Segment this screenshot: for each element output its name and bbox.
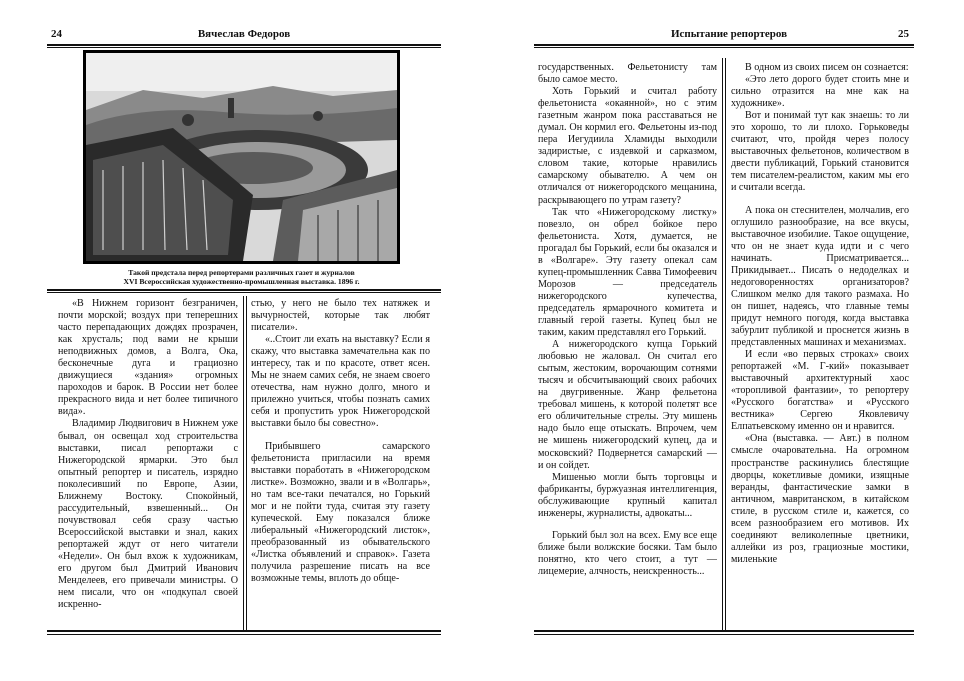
paragraph: Мишенью могли быть торговцы и фабриканты, буржуазная интеллигенция, обслуживающие крупный капитал инженеры, журналисты, адвокаты... bbox=[538, 471, 717, 519]
header-rule bbox=[534, 44, 914, 46]
paragraph: Владимир Людвигович в Нижнем уже бывал, он освещал ход строительства выставки, писал репортажи с Нижегородской ярмарки. Это был опытный репортер и писатель, изрядно поколесивший по Европе, Азии, Ближнему Востоку. Спокойный, рассудительный, взвешенный... Он почувствовал себя сразу частью Всероссийской выставки и знал, каких репортажей ждут от него читатели «Недели». Он был вхож к художникам, его другом был Дмитрий Иванович Менделеев, его привечали министры. О нем писали, что он «подкупал своей искренно- bbox=[58, 418, 238, 611]
header-rule bbox=[47, 44, 441, 46]
paragraph: «Это лето дорого будет стоить мне и сильно отразится на мне как на художнике». bbox=[731, 74, 909, 110]
column-divider-thin bbox=[246, 296, 247, 630]
paragraph: В одном из своих писем он сознается: bbox=[745, 62, 909, 73]
paragraph: Хоть Горький и считал работу фельетониста «окаянной», но с этим газетным жанром пока расставаться не думал. Он кормил его. Фельетоны из-под пера Иегудиила Хламиды выходили задиристые, с издевкой и сарказмом, словом такие, которые нравились самарскому обывателю. А чем он отличался от нижегородского мещанина, раскрывающего по утрам газету? bbox=[538, 86, 717, 206]
paragraph: стью, у него не было тех натяжек и вычурностей, которые так любят писатели». bbox=[251, 298, 430, 334]
right-page bbox=[482, 0, 964, 681]
paragraph: А пока он стеснителен, молчалив, его оглушило разнообразие, на все вкусы, выставочное изобилие. Такое ощущение, что он не знает куда идти и с чего начинать. Присматривается... Прикидывает... Писать о недоделках и недоговоренностях организаторов? Слишком мелко для такого размаха. Но он пишет, надеясь, что главные темы придут немного погодя, когда выставка забурлит публикой и проснется жизнь в представленных машинах и механизмах. bbox=[731, 204, 909, 349]
footer-rule bbox=[47, 630, 441, 632]
paragraph: А нижегородского купца Горький любовью не жаловал. Он считал его сытым, жестоким, ворочающим сотнями тысяч и обсчитывающий своих рабочих на двугривенные. Жанр фельетона требовал мишень, к которой полетят все его обличительные стрелы. Эту мишень надо было еще отыскать. Впрочем, чем не мишень нижегородский купец, да и московский? Подвернется самарский — и он сойдет. bbox=[538, 339, 717, 471]
section-rule bbox=[47, 289, 441, 291]
paragraph: государственных. Фельетонисту там было самое место. bbox=[538, 62, 717, 86]
header-rule-thin bbox=[47, 47, 441, 48]
running-header bbox=[47, 27, 441, 41]
right-column-1 bbox=[538, 62, 717, 626]
footer-rule-thin bbox=[47, 634, 441, 635]
left-column-1 bbox=[58, 298, 238, 626]
caption-line-2: XVI Всероссийская художественно-промышленная выставка. 1896 г. bbox=[123, 277, 360, 286]
header-rule-thin bbox=[534, 47, 914, 48]
paragraph: Горький был зол на всех. Ему все еще ближе были волжские босяки. Там было понятно, кто чего стоит, а тут — лицемерие, алчность, неискренность... bbox=[538, 529, 717, 577]
exhibition-photo bbox=[83, 50, 400, 264]
paragraph: И если «во первых строках» своих репортажей «М. Г-кий» показывает выставочный архитектурный хаос «торопливой фантазии», то репортеру «Русского богатства» и «Русского вестника» Сергею Яковлевичу Елпатьевскому именно он и нравится. bbox=[731, 349, 909, 433]
caption-line-1: Такой предстала перед репортерами различных газет и журналов bbox=[128, 268, 355, 277]
running-head: Вячеслав Федоров bbox=[197, 28, 291, 40]
column-divider bbox=[243, 296, 244, 630]
paragraph: «Она (выставка. — Авт.) в полном смысле очаровательна. На огромном пространстве раскинулись блестящие дворцы, кокетливые домики, изящные веранды, фантастические замки в античном, мавританском, в китайском стиле, в русском стиле и, кажется, со всем разнообразием его мотивов. Их соединяют великолепные цветники, аллейки из роз, грациозные мостики, миленькие bbox=[731, 433, 909, 565]
running-head: Испытание репортеров bbox=[670, 28, 788, 40]
paragraph: Вот и понимай тут как знаешь: то ли это хорошо, то ли плохо. Горьковеды считают, что, пройдя через полосу выставочных фельетонов, количеством в двести публикаций, Горький становится тем писателем-реалистом, каким мы его и считали всегда. bbox=[731, 110, 909, 194]
section-rule-thin bbox=[47, 292, 441, 293]
photo-caption bbox=[83, 268, 400, 286]
column-divider bbox=[722, 58, 723, 630]
page-number: 25 bbox=[898, 28, 909, 40]
paragraph: Прибывшего самарского фельетониста пригласили на время выставки поработать в «Нижегородском листке». Возможно, звали и в «Волгарь», но там все-таки печатался, но Горький мог и не пойти туда, считая эту газету купеческой. Ему показался ближе либеральный «Нижегородский листок», преобразованный из обывательского «Листка объявлений и справок». Газета получила разрешение писать на все возможные темы, вплоть до обще- bbox=[251, 440, 430, 585]
running-header bbox=[534, 27, 914, 41]
left-column-2 bbox=[251, 298, 430, 626]
page-number: 24 bbox=[51, 28, 62, 40]
footer-rule bbox=[534, 630, 914, 632]
paragraph: «..Стоит ли ехать на выставку? Если я скажу, что выставка замечательна как по интересу, так и по красоте, ответ ясен. Мы не знаем самих себя, не знаем своего отечества, нам нужно долго, много и прилежно учиться, чтобы познать самих себя и пропустить урок Нижегородской выставки было бы совестно». bbox=[251, 334, 430, 430]
column-divider-thin bbox=[725, 58, 726, 630]
exhibition-photo-image bbox=[83, 50, 400, 264]
paragraph: «В Нижнем горизонт безграничен, почти морской; воздух при теперешних часто перепадающих дождях прозрачен, как хрусталь; под вами не крыши неподвижных домов, а Волга, Ока, бесконечные дуга и грациозно движущиеся «здания» огромных пароходов и барок. В России нет более прекрасного вида и нет более типичного вида». bbox=[58, 298, 238, 418]
paragraph: Так что «Нижегородскому листку» повезло, он обрел бойкое перо фельетониста. Хотя, думается, не прогадал бы Горький, если бы оказался и в «Волгаре». Эту газету опекал сам купец-промышленник Савва Тимофеевич Морозов — председатель нижегородского купечества, председатель ярмарочного комитета и главный герой газеты. Купец был не таким, каким представлял его Горький. bbox=[538, 206, 717, 339]
footer-rule-thin bbox=[534, 634, 914, 635]
right-column-2 bbox=[731, 62, 909, 626]
